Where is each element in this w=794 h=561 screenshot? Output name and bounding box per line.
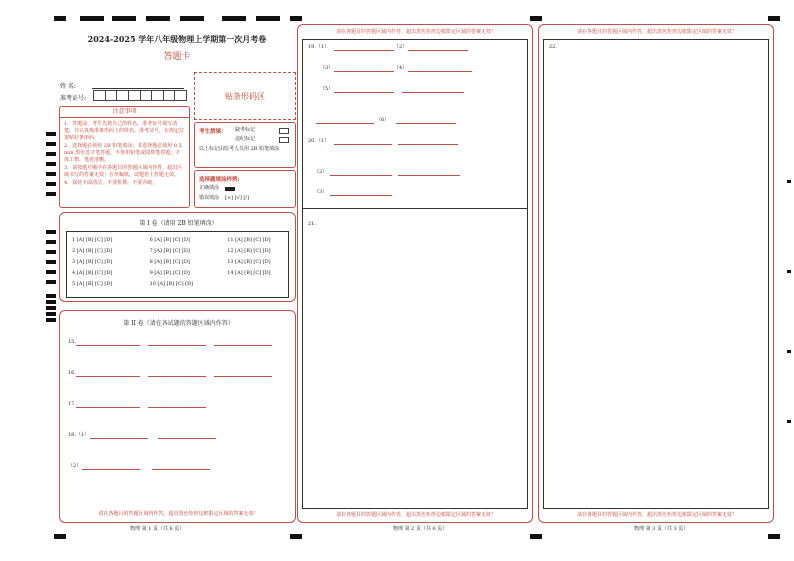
answer-box-19-20 bbox=[302, 39, 528, 209]
question-bubbles[interactable]: 1 [A] [B] [C] [D] bbox=[72, 237, 113, 243]
q20-2-label: （2） bbox=[314, 169, 328, 175]
question-bubbles[interactable]: 14 [A] [B] [C] [D] bbox=[227, 270, 271, 276]
q18-answer-line[interactable] bbox=[152, 469, 210, 470]
name-field[interactable] bbox=[92, 88, 184, 89]
timing-mark bbox=[46, 250, 56, 254]
answer-area-warning: 请在各题目的答题区域内作答，超出黑色矩形边框限定区域的答案无效！ bbox=[335, 29, 496, 35]
question-bubbles[interactable]: 8 [A] [B] [C] [D] bbox=[149, 259, 190, 265]
notes-item: 3．请按题号顺序在各题目的答题区域内作答，超出区域书写的答案无效；在草稿纸、试题卷上答题无效。 bbox=[64, 165, 183, 178]
q18-answer-line[interactable] bbox=[158, 438, 216, 439]
part2-title: 第 II 卷（请在各试题的答题区域内作答） bbox=[123, 320, 234, 327]
timing-mark bbox=[46, 240, 56, 244]
timing-mark bbox=[46, 294, 56, 298]
q19-1-label: 19.（1） bbox=[308, 44, 330, 50]
page-footer: 物理 第 3 页（共 3 页） bbox=[634, 526, 689, 532]
timing-mark bbox=[787, 180, 791, 183]
question-bubbles[interactable]: 10 [A] [B] [C] [D] bbox=[149, 281, 194, 287]
q18-answer-line[interactable] bbox=[82, 469, 140, 470]
q18-answer-line[interactable] bbox=[90, 438, 148, 439]
absent-label: 缺考标记 bbox=[235, 127, 256, 133]
q19-6-label: （6） bbox=[376, 117, 390, 123]
timing-mark bbox=[46, 270, 56, 274]
wrong-label: 错误填涂 bbox=[199, 195, 220, 201]
question-bubbles[interactable]: 4 [A] [B] [C] [D] bbox=[72, 270, 113, 276]
timing-mark bbox=[787, 420, 791, 423]
name-label: 姓 名: bbox=[60, 83, 76, 90]
q20-answer-line[interactable] bbox=[398, 144, 458, 145]
timing-mark bbox=[46, 260, 56, 264]
question-bubbles[interactable]: 6 [A] [B] [C] [D] bbox=[149, 237, 190, 243]
page2-panel bbox=[297, 24, 533, 523]
correct-fill-mark bbox=[225, 187, 235, 191]
q15-answer-line[interactable] bbox=[148, 345, 206, 346]
barcode-area bbox=[194, 72, 296, 120]
answer-area-warning: 请在各题目的答题区域内作答，超出黑色矩形边框限定区域的答案无效！ bbox=[98, 511, 259, 517]
q19-answer-line[interactable] bbox=[334, 92, 394, 93]
answer-area-warning: 请在各题目的答题区域内作答，超出黑色矩形边框限定区域的答案无效！ bbox=[576, 29, 737, 35]
question-bubbles[interactable]: 2 [A] [B] [C] [D] bbox=[72, 248, 113, 254]
correct-label: 正确填涂 bbox=[199, 185, 220, 191]
notes-item: 2．选择题必须用 2B 铅笔填涂；非选择题必须用 0.5 mm 黑色签字笔答题，不得用铅笔或圆珠笔答题；字体工整、笔迹清晰。 bbox=[64, 143, 182, 163]
page3-panel bbox=[538, 24, 774, 523]
q19-2-label: （2） bbox=[394, 44, 408, 50]
q18-2-label: （2） bbox=[68, 463, 82, 469]
notes-title: 注意事项 bbox=[60, 107, 189, 118]
q20-answer-line[interactable] bbox=[330, 175, 392, 176]
q19-answer-line[interactable] bbox=[334, 50, 394, 51]
registration-mark bbox=[54, 534, 66, 539]
registration-mark bbox=[768, 534, 780, 539]
q21-label: 21. bbox=[308, 221, 316, 227]
q19-answer-line[interactable] bbox=[316, 123, 374, 124]
q19-5-label: （5） bbox=[320, 86, 334, 92]
registration-mark bbox=[530, 16, 542, 21]
q20-answer-line[interactable] bbox=[330, 195, 392, 196]
exam-id-boxes[interactable] bbox=[93, 90, 187, 101]
absent-checkbox[interactable] bbox=[279, 128, 289, 134]
q19-answer-line[interactable] bbox=[408, 71, 472, 72]
answer-area-warning: 请在各题目的答题区域内作答，超出黑色矩形边框限定区域的答案无效！ bbox=[576, 512, 737, 518]
timing-mark bbox=[46, 300, 56, 304]
question-bubbles[interactable]: 5 [A] [B] [C] [D] bbox=[72, 281, 113, 287]
exam-id-label: 准考证号: bbox=[60, 95, 87, 102]
page-footer: 物理 第 1 页（共 6 页） bbox=[130, 526, 185, 532]
timing-mark bbox=[46, 306, 56, 310]
sample-title: 选择题填涂样例: bbox=[199, 177, 240, 183]
q16-answer-line[interactable] bbox=[214, 376, 272, 377]
sample-panel bbox=[194, 170, 296, 208]
registration-mark bbox=[146, 16, 170, 21]
q16-label: 16. bbox=[68, 370, 76, 376]
timing-mark bbox=[787, 350, 791, 353]
q15-label: 15. bbox=[68, 339, 76, 345]
q19-4-label: （4） bbox=[394, 65, 408, 71]
page-footer: 物理 第 2 页（共 6 页） bbox=[393, 526, 448, 532]
page-title: 2024-2025 学年八年级物理上学期第一次月考卷 bbox=[87, 34, 267, 44]
timing-mark bbox=[46, 182, 56, 186]
registration-mark bbox=[54, 16, 66, 21]
notes-panel bbox=[59, 106, 190, 208]
timing-mark bbox=[46, 192, 56, 196]
timing-mark bbox=[46, 230, 56, 234]
timing-mark bbox=[46, 132, 56, 136]
q17-label: 17. bbox=[68, 401, 76, 407]
timing-mark bbox=[46, 318, 56, 322]
part2-panel bbox=[59, 310, 296, 523]
registration-mark bbox=[768, 16, 780, 21]
q19-answer-line[interactable] bbox=[408, 50, 468, 51]
q20-3-label: （3） bbox=[314, 189, 328, 195]
notes-item: 1．答题前，考生先将自己的姓名、准考证号填写清楚，并认真核准条形码上的姓名、准考证号，在规定位置贴好条形码。 bbox=[64, 121, 185, 141]
q18-1-label: 18.（1） bbox=[68, 432, 90, 438]
answer-box-22[interactable] bbox=[543, 39, 769, 509]
timing-mark bbox=[46, 142, 56, 146]
registration-mark bbox=[80, 16, 104, 21]
q15-answer-line[interactable] bbox=[214, 345, 272, 346]
notes-item: 4．保持卡面清洁，不要折叠、不要弄破。 bbox=[64, 180, 158, 186]
q17-answer-line[interactable] bbox=[148, 407, 206, 408]
question-bubbles[interactable]: 13 [A] [B] [C] [D] bbox=[227, 259, 271, 265]
answer-box-21[interactable] bbox=[302, 209, 528, 509]
status-note: 以上标记由监考人员用 2B 铅笔填涂 bbox=[199, 146, 280, 152]
q22-label: 22. bbox=[549, 44, 557, 50]
registration-mark bbox=[256, 16, 280, 21]
registration-mark bbox=[290, 16, 302, 21]
q19-answer-line[interactable] bbox=[396, 123, 456, 124]
timing-mark bbox=[46, 280, 56, 284]
barcode-label: 贴条形码区 bbox=[225, 91, 265, 101]
status-panel bbox=[194, 122, 296, 168]
question-bubbles[interactable]: 9 [A] [B] [C] [D] bbox=[149, 270, 190, 276]
timing-mark bbox=[46, 312, 56, 316]
q20-answer-line[interactable] bbox=[398, 175, 460, 176]
q15-answer-line[interactable] bbox=[76, 345, 140, 346]
question-bubbles[interactable]: 3 [A] [B] [C] [D] bbox=[72, 259, 113, 265]
registration-mark bbox=[222, 16, 246, 21]
wrong-marks: [×] [√] [/] bbox=[225, 195, 249, 201]
part1-panel bbox=[59, 212, 296, 302]
q17-answer-line[interactable] bbox=[76, 407, 140, 408]
q16-answer-line[interactable] bbox=[76, 376, 140, 377]
timing-mark bbox=[46, 162, 56, 166]
q19-answer-line[interactable] bbox=[334, 71, 394, 72]
q20-1-label: 20.（1） bbox=[308, 138, 330, 144]
timing-mark bbox=[787, 270, 791, 273]
q20-answer-line[interactable] bbox=[334, 144, 392, 145]
page-subtitle: 答题卡 bbox=[163, 52, 191, 62]
question-bubbles[interactable]: 11 [A] [B] [C] [D] bbox=[227, 237, 271, 243]
violation-label: 违纪标记 bbox=[235, 136, 256, 142]
question-bubbles[interactable]: 12 [A] [B] [C] [D] bbox=[227, 248, 271, 254]
violation-checkbox[interactable] bbox=[279, 137, 289, 143]
question-bubbles[interactable]: 7 [A] [B] [C] [D] bbox=[149, 248, 190, 254]
status-label: 考生禁填： bbox=[199, 129, 227, 135]
registration-mark bbox=[112, 16, 136, 21]
q19-answer-line[interactable] bbox=[402, 92, 464, 93]
q19-3-label: （3） bbox=[320, 65, 334, 71]
registration-mark bbox=[530, 534, 542, 539]
answer-area-warning: 请在各题目的答题区域内作答，超出黑色矩形边框限定区域的答案无效！ bbox=[335, 512, 496, 518]
registration-mark bbox=[290, 534, 302, 539]
timing-mark bbox=[46, 152, 56, 156]
q16-answer-line[interactable] bbox=[148, 376, 206, 377]
part1-title: 第 I 卷（请用 2B 铅笔填涂） bbox=[139, 220, 218, 227]
registration-mark bbox=[180, 16, 204, 21]
timing-mark bbox=[46, 172, 56, 176]
